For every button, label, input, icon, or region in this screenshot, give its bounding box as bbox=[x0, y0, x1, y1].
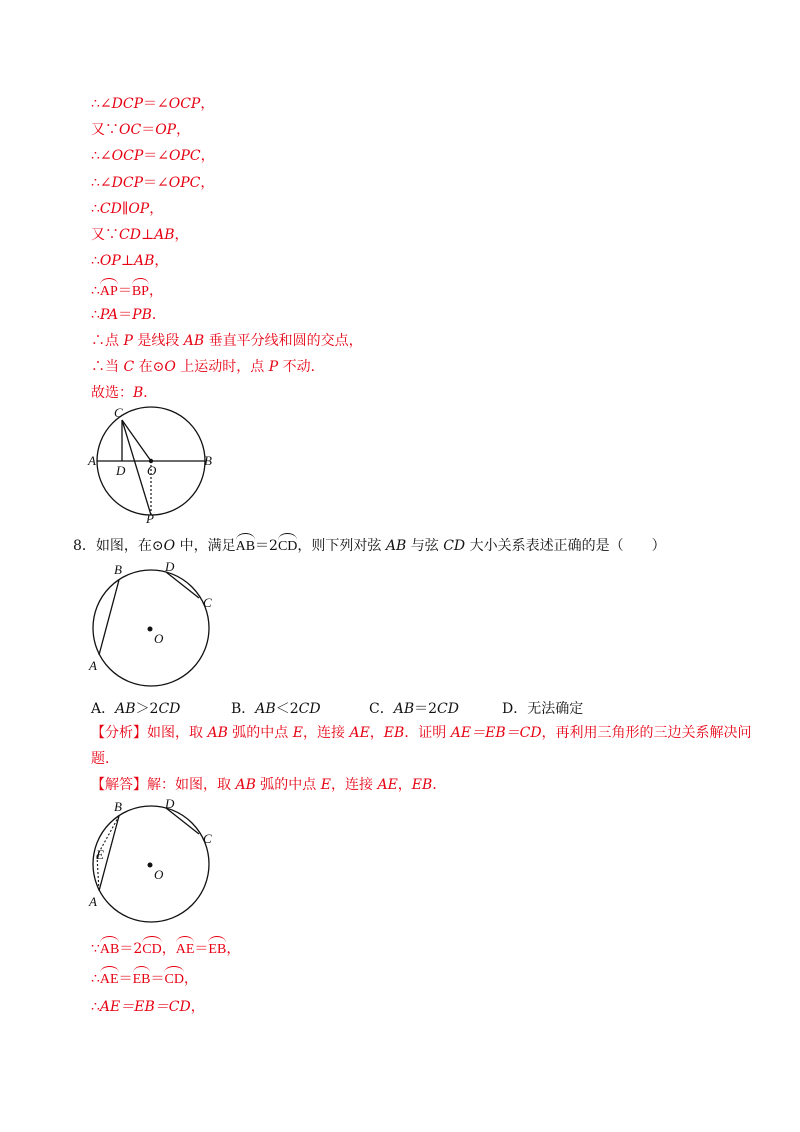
text: ∴ bbox=[91, 999, 100, 1015]
choice-key: D． bbox=[502, 701, 528, 717]
text: ∴ bbox=[91, 253, 100, 269]
label-d: D bbox=[165, 560, 175, 574]
text: ， bbox=[176, 122, 191, 138]
circle-diagram-1 bbox=[86, 405, 226, 527]
text: 如图，在⊙ bbox=[95, 538, 164, 554]
text: PA bbox=[99, 307, 119, 323]
text: OC bbox=[119, 122, 142, 138]
text: E bbox=[320, 777, 331, 793]
text: AB bbox=[235, 777, 256, 793]
text: AB bbox=[385, 538, 407, 554]
label-d: D bbox=[165, 798, 175, 811]
text: ＝∠ bbox=[143, 175, 169, 191]
label-p: P bbox=[146, 511, 154, 526]
text: O bbox=[163, 538, 176, 554]
final-line-3 bbox=[91, 998, 205, 1016]
text: ∵ bbox=[91, 941, 100, 957]
text: CD bbox=[298, 701, 321, 717]
text: ＝ bbox=[117, 283, 132, 299]
text: ∴ bbox=[91, 283, 100, 299]
text: ，则下列对弦 bbox=[297, 538, 386, 554]
label-a: A bbox=[89, 894, 97, 909]
text: AB bbox=[255, 701, 276, 717]
text: ， bbox=[200, 175, 215, 191]
text: 与弦 bbox=[406, 538, 444, 554]
text: OP bbox=[99, 253, 121, 269]
text: ∴ bbox=[91, 201, 100, 217]
solution-line-11 bbox=[91, 358, 325, 376]
text: ＝2 bbox=[119, 941, 143, 957]
text: 又∵ bbox=[91, 122, 119, 138]
text: OP bbox=[155, 122, 177, 138]
choice-d[interactable] bbox=[502, 698, 583, 718]
choice-a[interactable] bbox=[91, 698, 180, 718]
text: ∴ bbox=[91, 307, 100, 323]
text: ⊥ bbox=[120, 253, 134, 269]
arc-label: AB bbox=[100, 938, 119, 959]
text: ， bbox=[161, 941, 176, 957]
text: 不动． bbox=[278, 359, 325, 375]
label-d: D bbox=[116, 463, 126, 478]
question-number: 8． bbox=[73, 538, 96, 554]
solution-line-4 bbox=[91, 174, 214, 192]
arc-label: AB bbox=[236, 535, 255, 556]
text: 如图，取 bbox=[147, 725, 208, 741]
label-b: B bbox=[114, 799, 122, 814]
text: AE bbox=[349, 725, 370, 741]
solution-line-3 bbox=[91, 147, 215, 165]
text: P bbox=[123, 333, 133, 349]
text: ＝ bbox=[150, 971, 165, 987]
text: ， bbox=[149, 201, 164, 217]
text: 大小关系表述正确的是（ ） bbox=[465, 538, 666, 554]
text: ，连接 bbox=[331, 777, 378, 793]
text: ∴当 bbox=[91, 359, 124, 375]
choice-key: A． bbox=[91, 701, 116, 717]
text: ＞2 bbox=[135, 701, 159, 717]
text: ， bbox=[148, 283, 163, 299]
text: ， bbox=[397, 777, 412, 793]
label-b: B bbox=[204, 453, 212, 468]
label-c: C bbox=[203, 831, 212, 846]
text: B bbox=[133, 385, 144, 401]
text: ． bbox=[432, 777, 447, 793]
text: ＝2 bbox=[414, 701, 438, 717]
text: C bbox=[123, 359, 135, 375]
arc-label: CD bbox=[278, 535, 297, 556]
text: 在⊙ bbox=[134, 359, 165, 375]
text: OPC bbox=[168, 148, 201, 164]
text: AE bbox=[377, 777, 398, 793]
text: ∴ bbox=[91, 971, 100, 987]
text: ∴∠ bbox=[91, 148, 112, 164]
text: OCP bbox=[111, 148, 144, 164]
label-b: B bbox=[114, 562, 122, 577]
text: AB bbox=[134, 253, 155, 269]
text: 无法确定 bbox=[527, 701, 584, 717]
text: ＝∠ bbox=[143, 148, 169, 164]
label-a: A bbox=[88, 453, 96, 468]
text: CD bbox=[437, 701, 459, 717]
text: EB bbox=[383, 725, 405, 741]
text: AB bbox=[154, 227, 175, 243]
answer-line-1 bbox=[91, 776, 446, 794]
text: 又∵ bbox=[91, 227, 119, 243]
solution-line-12 bbox=[91, 384, 157, 402]
text: EB bbox=[411, 777, 433, 793]
text: O bbox=[164, 359, 176, 375]
question-8-stem bbox=[73, 535, 666, 556]
text: AB bbox=[115, 701, 136, 717]
text: OCP bbox=[168, 96, 201, 112]
text: ， bbox=[200, 148, 215, 164]
label-o: O bbox=[154, 867, 164, 882]
text: ． bbox=[143, 385, 158, 401]
text: ， bbox=[200, 96, 215, 112]
text: ∴∠ bbox=[91, 96, 112, 112]
text: ∴∠ bbox=[91, 175, 112, 191]
text: ＝2 bbox=[255, 538, 278, 554]
text: 是线段 bbox=[132, 333, 184, 349]
solution-line-5 bbox=[91, 200, 163, 218]
text: 故选： bbox=[91, 385, 133, 401]
final-line-2 bbox=[91, 968, 198, 989]
solution-line-2 bbox=[91, 121, 190, 139]
text: AB bbox=[207, 725, 228, 741]
text: 弧的中点 bbox=[227, 725, 293, 741]
arc-label: AE bbox=[176, 938, 195, 959]
choice-key: B． bbox=[231, 701, 256, 717]
text: DCP bbox=[111, 175, 143, 191]
text: ＜2 bbox=[275, 701, 299, 717]
text: ∥ bbox=[121, 201, 129, 217]
text: OP bbox=[128, 201, 150, 217]
arc-label: EB bbox=[208, 938, 226, 959]
label-a: A bbox=[89, 658, 97, 673]
text: E bbox=[292, 725, 303, 741]
text: P bbox=[268, 359, 279, 375]
circle-diagram-3 bbox=[86, 798, 226, 926]
arc-label: CD bbox=[142, 938, 161, 959]
analysis-line-2 bbox=[91, 750, 119, 768]
text: ＝ bbox=[194, 941, 209, 957]
answer-tag: 【解答】 bbox=[91, 777, 147, 793]
text: CD bbox=[99, 201, 122, 217]
text: 解：如图，取 bbox=[147, 777, 236, 793]
label-c: C bbox=[203, 595, 212, 610]
choice-b[interactable] bbox=[231, 698, 321, 718]
text: CD bbox=[443, 538, 466, 554]
final-line-1 bbox=[91, 938, 240, 959]
text: ， bbox=[190, 999, 205, 1015]
text: AE＝EB＝CD bbox=[99, 999, 191, 1015]
text: ， bbox=[154, 253, 169, 269]
arc-label: BP bbox=[132, 280, 149, 301]
text: ， bbox=[226, 941, 241, 957]
text: ∴点 bbox=[91, 333, 124, 349]
arc-label: CD bbox=[164, 968, 183, 989]
solution-line-1 bbox=[91, 95, 214, 113]
text: ＝ bbox=[141, 122, 156, 138]
text: ＝ bbox=[118, 307, 133, 323]
arc-label: AE bbox=[100, 968, 119, 989]
text: AE＝EB＝CD bbox=[450, 725, 542, 741]
solution-line-6 bbox=[91, 226, 189, 244]
text: ．证明 bbox=[404, 725, 451, 741]
text: 垂直平分线和圆的交点， bbox=[204, 333, 363, 349]
text: AB bbox=[183, 333, 205, 349]
text: OPC bbox=[168, 175, 201, 191]
text: ． bbox=[151, 307, 166, 323]
text: 题． bbox=[91, 751, 119, 767]
text: 弧的中点 bbox=[255, 777, 321, 793]
arc-label: EB bbox=[133, 968, 151, 989]
text: 上运动时，点 bbox=[175, 359, 269, 375]
solution-line-8 bbox=[91, 280, 163, 301]
text: ＝ bbox=[118, 971, 133, 987]
text: CD bbox=[158, 701, 181, 717]
text: 中，满足 bbox=[175, 538, 236, 554]
choice-c[interactable] bbox=[369, 698, 459, 718]
text: ， bbox=[369, 725, 384, 741]
text: PB bbox=[132, 307, 152, 323]
circle-diagram-2 bbox=[86, 560, 226, 688]
text: CD bbox=[119, 227, 141, 243]
analysis-line-1 bbox=[91, 724, 752, 742]
label-c: C bbox=[114, 405, 123, 420]
text: ＝∠ bbox=[143, 96, 169, 112]
analysis-tag: 【分析】 bbox=[91, 725, 147, 741]
label-o: O bbox=[147, 463, 157, 478]
text: ⊥ bbox=[140, 227, 155, 243]
text: ， bbox=[174, 227, 189, 243]
text: AB bbox=[393, 701, 415, 717]
solution-line-10 bbox=[91, 332, 363, 350]
arc-label: AP bbox=[100, 280, 118, 301]
choice-key: C． bbox=[369, 701, 394, 717]
text: ，再利用三角形的三边关系解决问 bbox=[541, 725, 752, 741]
text: ，连接 bbox=[303, 725, 350, 741]
text: DCP bbox=[111, 96, 143, 112]
solution-line-9 bbox=[91, 306, 166, 324]
solution-line-7 bbox=[91, 252, 168, 270]
label-o: O bbox=[154, 631, 164, 646]
label-e: E bbox=[96, 847, 104, 862]
text: ， bbox=[183, 971, 198, 987]
